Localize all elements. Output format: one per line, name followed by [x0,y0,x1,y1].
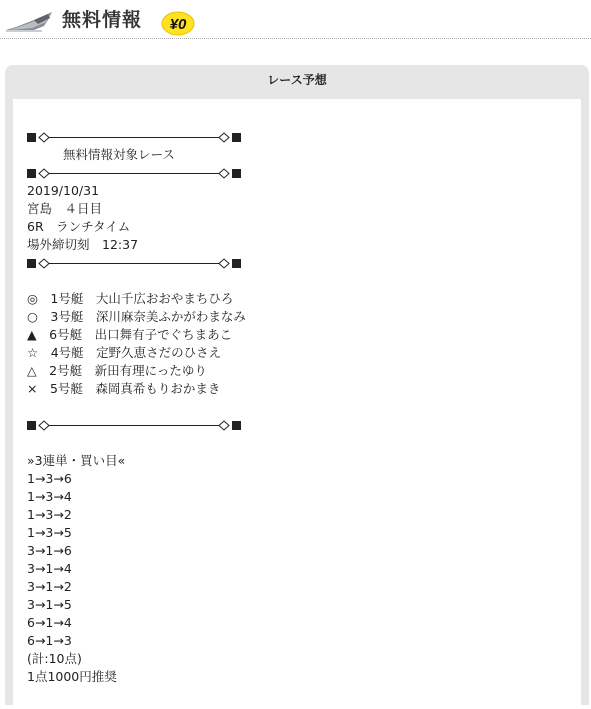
page-header [0,0,591,40]
prediction-line: × 5号艇 森岡真希もりおかまき [27,381,221,396]
prediction-line: ☆ 4号艇 定野久恵さだのひさえ [27,345,222,360]
bet-line: 3→1→5 [27,597,72,612]
blank-line [27,434,567,452]
bet-line: 3→1→4 [27,561,72,576]
bet-line: 1→3→2 [27,507,72,522]
prediction-content [27,128,567,686]
bet-recommend: 1点1000円推奨 [27,669,117,684]
blank-line [27,398,567,416]
prediction-line: ▲ 6号艇 出口舞有子でぐちまあこ [27,327,233,342]
race-venue-day: 宮島 ４日目 [27,201,103,216]
race-deadline: 場外締切刻 12:37 [27,237,139,252]
bet-line: 1→3→6 [27,471,72,486]
separator-ornament-icon [27,254,241,272]
separator-ornament-icon [27,128,241,146]
bet-line: 1→3→5 [27,525,72,540]
prediction-line: △ 2号艇 新田有理にったゆり [27,363,207,378]
prediction-line: ○ 3号艇 深川麻奈美ふかがわまなみ [27,309,246,324]
bet-line: 1→3→4 [27,489,72,504]
price-badge-label: ¥0 [169,16,187,33]
blank-line [27,272,567,290]
target-label: 無料情報対象レース [63,147,175,162]
panel-body [13,99,581,709]
separator [27,164,567,182]
bet-line: 6→1→4 [27,615,72,630]
page-title: 無料情報 [62,9,143,31]
price-badge [161,11,195,36]
race-name: 6R ランチタイム [27,219,131,234]
prediction-line: ◎ 1号艇 大山千広おおやまちひろ [27,291,234,306]
separator-ornament-icon [27,416,241,434]
boat-logo-icon [4,8,56,36]
separator [27,254,567,272]
bet-heading: »3連単・買い目« [27,453,126,468]
separator-ornament-icon [27,164,241,182]
panel-title: レース予想 [267,73,327,87]
race-prediction-panel [5,65,589,705]
bet-line: 3→1→6 [27,543,72,558]
separator [27,416,567,434]
bet-line: 6→1→3 [27,633,72,648]
race-date: 2019/10/31 [27,183,100,198]
bet-line: 3→1→2 [27,579,72,594]
separator [27,128,567,146]
header-divider [0,38,591,39]
bet-total: (計:10点) [27,651,82,666]
